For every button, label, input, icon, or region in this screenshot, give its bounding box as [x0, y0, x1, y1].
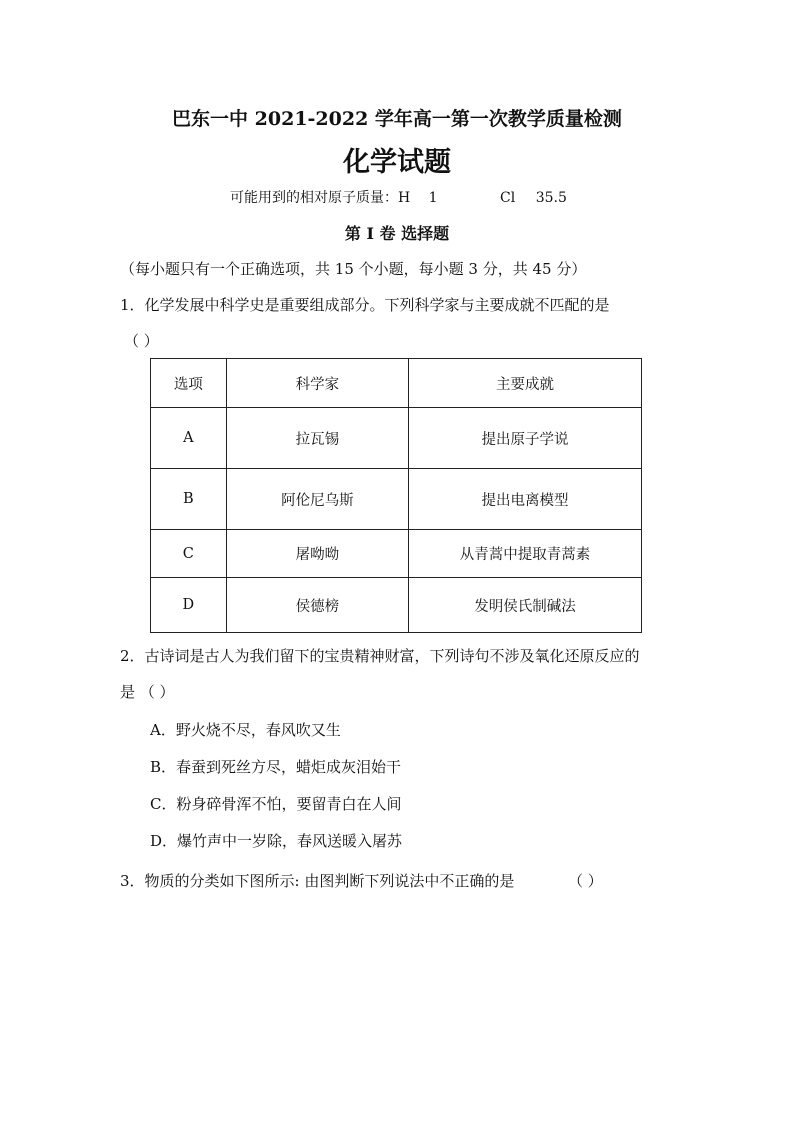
table-cell: 屠呦呦	[226, 530, 408, 578]
table-cell: 发明侯氏制碱法	[408, 578, 641, 633]
table-cell: D	[151, 578, 227, 633]
table-cell: 阿伦尼乌斯	[226, 469, 408, 530]
q2-option-b: B．春蚕到死丝方尽，蜡炬成灰泪始干	[150, 758, 402, 776]
q2-stem-continued: 是 （ ）	[120, 683, 175, 701]
table-cell: 提出电离模型	[408, 469, 641, 530]
q1-table	[150, 358, 642, 633]
q2-option-d: D．爆竹声中一岁除，春风送暖入屠苏	[150, 832, 403, 850]
table-cell: B	[151, 469, 227, 530]
subject-title: 化学试题	[343, 147, 451, 178]
table-header: 选项	[151, 359, 227, 408]
section-title: 第 I 卷 选择题	[344, 224, 450, 243]
exam-title: 巴东一中 2021-2022 学年高一第一次教学质量检测	[172, 108, 622, 130]
q3-stem: 3．物质的分类如下图所示: 由图判断下列说法中不正确的是	[120, 872, 515, 890]
table-cell: 从青蒿中提取青蒿素	[408, 530, 641, 578]
q2-stem: 2．古诗词是古人为我们留下的宝贵精神财富，下列诗句不涉及氧化还原反应的	[120, 647, 640, 665]
q3-answer-blank: （ ）	[568, 872, 603, 890]
q1-answer-blank: （ ）	[124, 332, 159, 350]
table-row	[151, 469, 642, 530]
table-row	[151, 530, 642, 578]
table-cell: 侯德榜	[226, 578, 408, 633]
table-cell: 提出原子学说	[408, 408, 641, 469]
table-header: 科学家	[226, 359, 408, 408]
table-cell: C	[151, 530, 227, 578]
q2-option-a: A．野火烧不尽，春风吹又生	[150, 721, 341, 739]
q1-stem: 1．化学发展中科学史是重要组成部分。下列科学家与主要成就不匹配的是	[120, 296, 610, 314]
table-row	[151, 408, 642, 469]
table-header: 主要成就	[408, 359, 641, 408]
table-cell: A	[151, 408, 227, 469]
atomic-mass-cl-symbol: Cl	[500, 190, 516, 206]
atomic-mass-cl: 35.5	[535, 190, 567, 206]
atomic-mass-h: 1	[428, 190, 438, 206]
q2-option-c: C．粉身碎骨浑不怕，要留青白在人间	[150, 795, 402, 813]
table-row	[151, 578, 642, 633]
atomic-mass-line	[230, 187, 567, 207]
atomic-mass-label: 可能用到的相对原子质量：H	[230, 190, 411, 206]
table-cell: 拉瓦锡	[226, 408, 408, 469]
table-header-row	[151, 359, 642, 408]
section-instruction: （每小题只有一个正确选项，共 15 个小题，每小题 3 分，共 45 分）	[120, 260, 587, 278]
